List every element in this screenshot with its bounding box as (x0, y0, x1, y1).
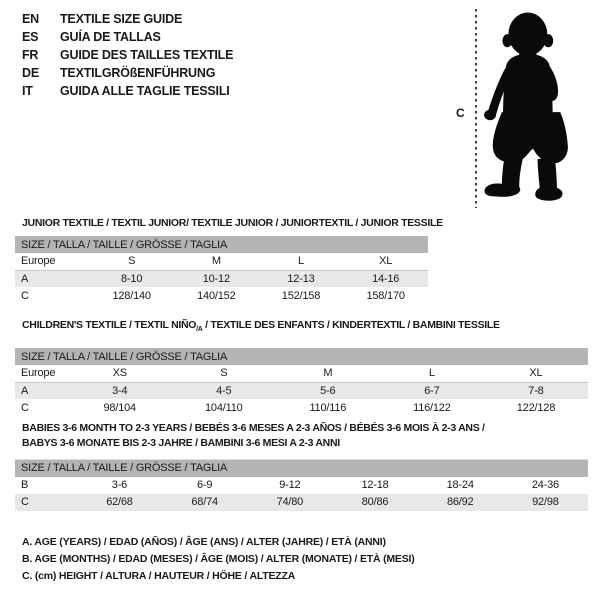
row-label: C (21, 289, 29, 302)
row-label: C (15, 494, 77, 511)
lang-row-de (22, 64, 233, 82)
cell: 6-7 (380, 382, 484, 399)
cell: 24-36 (531, 479, 559, 491)
table-row (15, 287, 428, 304)
toddler-shape (484, 13, 568, 201)
table-row (15, 494, 588, 511)
row-label: A (15, 382, 68, 399)
babies-size-table (15, 459, 588, 511)
babies-section-title (22, 421, 485, 451)
cell: 86/92 (418, 494, 503, 511)
footnote-c: C. (cm) HEIGHT / ALTURA / HAUTEUR / HÖHE / ALTEZZA (22, 570, 296, 582)
size-header-row (15, 348, 588, 365)
lang-label: GUIDE DES TAILLES TEXTILE (60, 48, 234, 62)
cell: 104/110 (205, 401, 243, 414)
cell: 158/170 (366, 289, 405, 302)
lang-code: DE (22, 66, 39, 80)
cell: 8-10 (89, 270, 174, 287)
cell: S (89, 253, 174, 270)
cell: 128/140 (112, 289, 151, 302)
lang-label: GUIDA ALLE TAGLIE TESSILI (60, 84, 230, 98)
cell: 3-6 (111, 479, 128, 491)
lang-label: TEXTILGRÖßENFÜHRUNG (60, 66, 216, 80)
table-row (15, 365, 588, 382)
lang-code: IT (22, 84, 33, 98)
cell: L (259, 253, 344, 270)
cell: 12-13 (259, 270, 344, 287)
title-part: / TEXTILE DES ENFANTS / KINDERTEXTIL / BAMBINI TESSILE (202, 319, 500, 331)
cell: 4-5 (172, 382, 276, 399)
cell: 18-24 (446, 479, 474, 491)
cell: L (380, 365, 484, 382)
lang-row-en (22, 10, 233, 28)
junior-section-title: JUNIOR TEXTILE / TEXTIL JUNIOR/ TEXTILE JUNIOR / JUNIORTEXTIL / JUNIOR TESSILE (22, 217, 443, 229)
cell: 12-18 (361, 479, 389, 491)
lang-code: ES (22, 30, 39, 44)
row-label: B (21, 479, 29, 491)
cell: 6-9 (196, 479, 213, 491)
cell: XS (68, 365, 172, 382)
cell: 122/128 (516, 401, 556, 414)
cell: M (276, 365, 380, 382)
lang-code: FR (22, 48, 39, 62)
size-header-label: SIZE / TALLA / TAILLE / GRÖSSE / TAGLIA (15, 348, 588, 365)
lang-label: GUÍA DE TALLAS (60, 30, 161, 44)
babies-title-line1: BABIES 3-6 MONTH TO 2-3 YEARS / BEBÉS 3-6 MESES A 2-3 AÑOS / BÉBÉS 3-6 MOIS À 2-3 ANS / (22, 422, 485, 434)
row-label: Europe (15, 365, 68, 382)
cell: 152/158 (281, 289, 321, 302)
cell: 80/86 (332, 494, 417, 511)
cell: 110/116 (309, 401, 347, 414)
size-header-label: SIZE / TALLA / TAILLE / GRÖSSE / TAGLIA (15, 236, 428, 253)
table-row (15, 399, 588, 416)
footnote-a: A. AGE (YEARS) / EDAD (AÑOS) / ÂGE (ANS) / ALTER (JAHRE) / ETÀ (ANNI) (22, 536, 386, 548)
table-row (15, 253, 428, 270)
cell: M (174, 253, 259, 270)
table-row (15, 382, 588, 399)
lang-row-es (22, 28, 233, 46)
cell: 68/74 (162, 494, 247, 511)
size-header-row (15, 236, 428, 253)
lang-code: EN (22, 12, 39, 26)
footnotes (22, 534, 415, 585)
baby-silhouette-icon (450, 5, 600, 217)
childrens-section-title (22, 318, 500, 337)
cell: 5-6 (276, 382, 380, 399)
lang-row-it (22, 82, 233, 100)
cell: 14-16 (343, 270, 428, 287)
childrens-size-table (15, 348, 588, 416)
language-header (22, 10, 233, 100)
junior-size-table (15, 236, 428, 304)
baby-figure (450, 5, 600, 217)
title-subscript: /A (196, 326, 203, 334)
size-header-row (15, 460, 588, 477)
row-label: Europe (15, 253, 89, 270)
cell: 98/104 (103, 401, 136, 414)
cell: 92/98 (503, 494, 588, 511)
row-label: C (21, 401, 29, 414)
table-row (15, 270, 428, 287)
cell: XL (484, 365, 588, 382)
cell: XL (343, 253, 428, 270)
cell: 74/80 (247, 494, 332, 511)
cell: 9-12 (279, 479, 301, 491)
cell: 10-12 (174, 270, 259, 287)
cell: 62/68 (77, 494, 162, 511)
footnote-b: B. AGE (MONTHS) / EDAD (MESES) / ÂGE (MOIS) / ALTER (MONATE) / ETÀ (MESI) (22, 553, 415, 565)
row-label: A (15, 270, 89, 287)
table-row (15, 477, 588, 494)
lang-row-fr (22, 46, 233, 64)
cell: 7-8 (484, 382, 588, 399)
cell: 3-4 (68, 382, 172, 399)
cell: 140/152 (197, 289, 236, 302)
babies-title-line2: BABYS 3-6 MONATE BIS 2-3 JAHRE / BAMBINI 3-6 MESI A 2-3 ANNI (22, 437, 340, 449)
lang-label: TEXTILE SIZE GUIDE (60, 12, 183, 26)
height-measure-label: C (456, 106, 465, 120)
size-header-label: SIZE / TALLA / TAILLE / GRÖSSE / TAGLIA (15, 460, 588, 477)
cell: 116/122 (413, 401, 451, 414)
title-part: CHILDREN'S TEXTILE / TEXTIL NIÑO (22, 319, 197, 331)
cell: S (172, 365, 276, 382)
